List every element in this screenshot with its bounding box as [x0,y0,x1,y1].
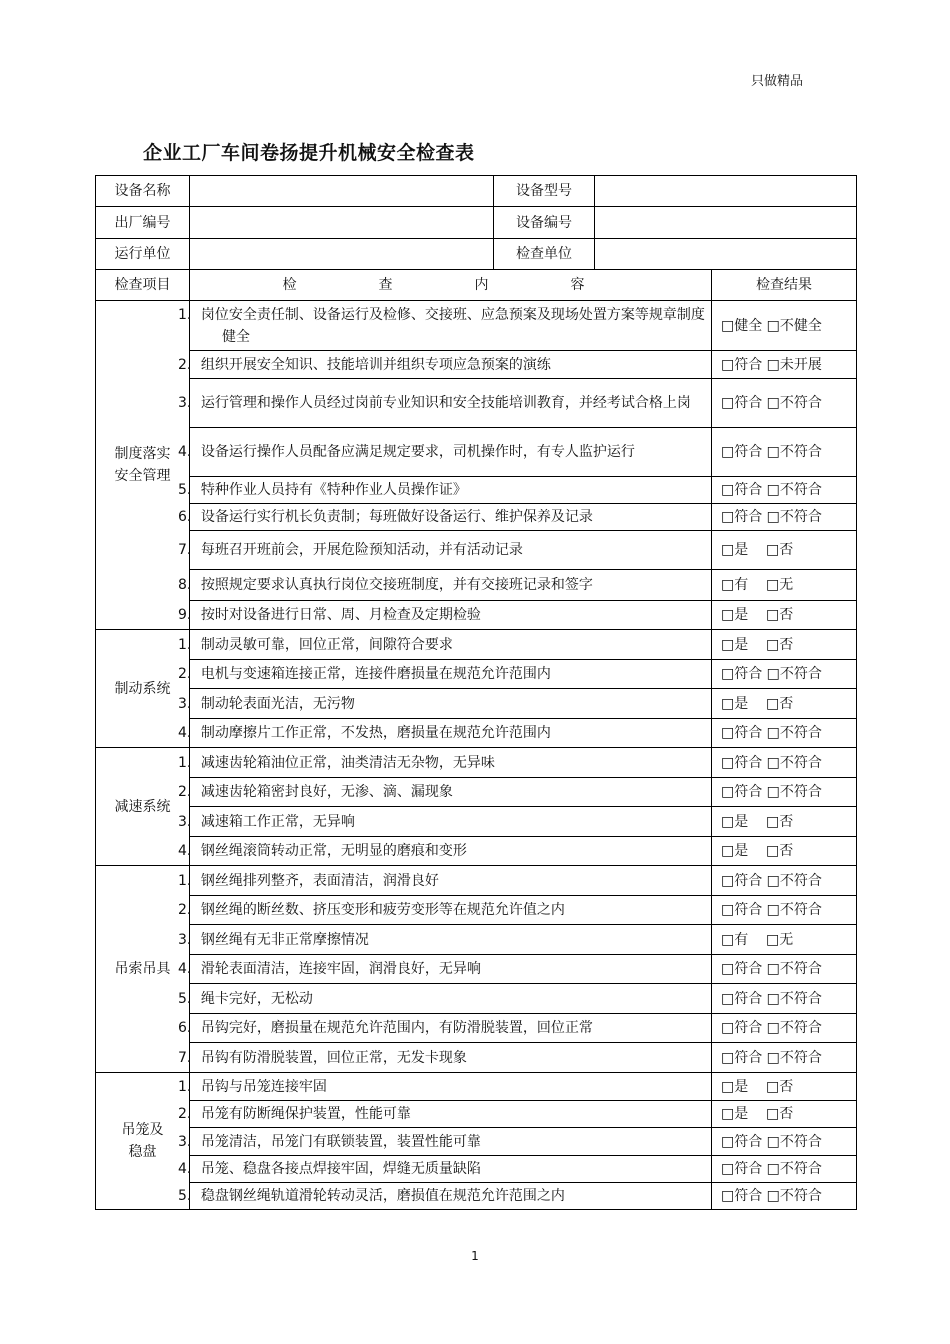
section-name: 吊笼及 稳盘 [96,1073,190,1210]
check-item [178,392,705,414]
check-content [178,1014,712,1043]
table-row [96,1101,857,1128]
item-text: 设备运行操作人员配备应满足规定要求，司机操作时，有专人监护运行 [200,444,635,460]
section-name: 减速系统 [96,748,190,866]
check-item [178,1185,705,1207]
check-result[interactable]: □符合 □不符合 [712,1128,857,1156]
table-row [96,925,857,955]
item-text: 特种作业人员持有《特种作业人员操作证》 [200,482,467,498]
item-number: 2． [178,1106,201,1122]
check-result[interactable]: □符合 □不符合 [712,1043,857,1073]
item-number: 5． [178,1188,201,1204]
item-text: 吊钩有防滑脱装置，回位正常，无发卡现象 [200,1049,467,1066]
check-result[interactable]: □符合 □不符合 [712,955,857,984]
check-item [178,1103,705,1125]
field-operating-unit[interactable] [190,239,494,270]
table-row [96,1156,857,1183]
check-item [178,752,705,774]
check-item [178,840,705,862]
table-row [96,351,857,379]
table-row [96,660,857,689]
item-text: 按时对设备进行日常、周、月检查及定期检验 [200,607,481,623]
table-row [96,1043,857,1073]
table-row [96,477,857,504]
table-row [96,748,857,778]
item-number: 2． [178,784,201,800]
check-item [178,870,705,892]
header-note: 只做精品 [751,74,804,89]
table-row [96,428,857,477]
item-text: 制动轮表面光洁，无污物 [200,695,355,712]
check-result[interactable]: □是 □否 [712,1073,857,1101]
label-equipment-number: 设备编号 [494,207,595,239]
table-row [96,866,857,896]
item-text: 运行管理和操作人员经过岗前专业知识和安全技能培训教育，并经考试合格上岗 [200,395,691,411]
item-number: 4． [178,725,201,741]
table-row [96,896,857,925]
item-text: 吊笼清洁，吊笼门有联锁装置，装置性能可靠 [200,1133,481,1150]
check-item [178,304,705,348]
check-item [178,354,705,376]
check-item [178,634,705,656]
table-row [96,955,857,984]
inspection-table [95,175,857,1210]
item-number: 3． [178,695,201,712]
check-item [178,539,705,561]
item-number: 4． [178,961,201,977]
check-item [178,899,705,921]
check-result[interactable]: □符合 □不符合 [712,477,857,504]
item-text: 制动摩擦片工作正常，不发热，磨损量在规范允许范围内 [200,725,551,741]
check-content [178,504,712,531]
check-result[interactable]: □符合 □不符合 [712,719,857,748]
document-title: 企业工厂车间卷扬提升机械安全检查表 [143,142,475,164]
column-header-item: 检查项目 [96,270,190,301]
item-text: 制动灵敏可靠，回位正常，间隙符合要求 [200,636,453,653]
item-text: 组织开展安全知识、技能培训并组织专项应急预案的演练 [200,356,551,373]
check-content [178,630,712,660]
item-number: 4． [178,843,201,859]
field-factory-number[interactable] [190,207,494,239]
item-text: 岗位安全责任制、设备运行及检修、交接班、应急预案及现场处置方案等规章制度健全 [200,306,705,345]
check-item [178,988,705,1010]
table-row [96,689,857,719]
check-result[interactable]: □是 □否 [712,837,857,866]
item-text: 钢丝绳排列整齐，表面清洁，润滑良好 [200,872,439,889]
item-text: 减速齿轮箱油位正常，油类清洁无杂物，无异味 [200,754,495,771]
item-number: 8． [178,577,201,593]
check-content [178,984,712,1014]
section-name: 制度落实 安全管理 [96,301,190,630]
check-content [178,1128,712,1156]
item-text: 吊钩完好，磨损量在规范允许范围内，有防滑脱装置，回位正常 [200,1020,593,1036]
item-number: 4． [178,444,201,460]
check-content [178,301,712,351]
check-result[interactable]: □是 □否 [712,689,857,719]
item-number: 1． [178,872,201,889]
check-result[interactable]: □健全 □不健全 [712,301,857,351]
item-text: 绳卡完好，无松动 [200,990,313,1007]
label-operating-unit: 运行单位 [96,239,190,270]
item-text: 每班召开班前会，开展危险预知活动，并有活动记录 [200,542,523,558]
check-item [178,1158,705,1180]
check-result[interactable]: □有 □无 [712,925,857,955]
check-item [178,506,705,528]
label-inspection-unit: 检查单位 [494,239,595,270]
table-row [96,601,857,630]
item-number: 6． [178,509,201,525]
check-content [178,1183,712,1210]
check-result[interactable]: □是 □否 [712,1101,857,1128]
check-content [178,351,712,379]
check-result[interactable]: □符合 □不符合 [712,1014,857,1043]
check-result[interactable]: □符合 □不符合 [712,866,857,896]
check-content [178,570,712,601]
table-row [96,778,857,807]
inspection-table-body [96,176,857,1210]
item-text: 钢丝绳有无非正常摩擦情况 [200,931,369,948]
check-result[interactable]: □是 □否 [712,807,857,837]
field-equipment-model[interactable] [595,176,857,207]
check-item [178,722,705,744]
table-row [96,531,857,570]
column-header-result: 检查结果 [712,270,857,301]
item-text: 吊钩与吊笼连接牢固 [200,1078,327,1095]
check-content [178,531,712,570]
check-result[interactable]: □是 □否 [712,601,857,630]
check-result[interactable]: □有 □无 [712,570,857,601]
table-row [96,1128,857,1156]
item-number: 7． [178,542,201,558]
item-number: 1． [178,754,201,771]
check-result[interactable]: □符合 □未开展 [712,351,857,379]
label-factory-number: 出厂编号 [96,207,190,239]
check-result[interactable]: □符合 □不符合 [712,1156,857,1183]
check-result[interactable]: □是 □否 [712,531,857,570]
check-content [178,866,712,896]
table-row [96,379,857,428]
info-row-factory-number [96,207,857,239]
info-row-operating-unit [96,239,857,270]
check-item [178,604,705,626]
check-content [178,778,712,807]
item-text: 吊笼、稳盘各接点焊接牢固，焊缝无质量缺陷 [200,1161,481,1177]
check-content [178,477,712,504]
check-result[interactable]: □符合 □不符合 [712,984,857,1014]
check-content [178,1043,712,1073]
info-row-equipment-name [96,176,857,207]
check-content [178,428,712,477]
item-number: 6． [178,1020,201,1036]
check-result[interactable]: □符合 □不符合 [712,748,857,778]
check-content [178,896,712,925]
item-text: 设备运行实行机长负责制；每班做好设备运行、维护保养及记录 [200,509,593,525]
check-result[interactable]: □符合 □不符合 [712,428,857,477]
check-result[interactable]: □符合 □不符合 [712,896,857,925]
check-item [178,811,705,833]
check-result[interactable]: □符合 □不符合 [712,660,857,689]
check-item [178,1131,705,1153]
table-row [96,984,857,1014]
section-name: 制动系统 [96,630,190,748]
check-result[interactable]: □符合 □不符合 [712,778,857,807]
check-content [178,837,712,866]
table-row [96,807,857,837]
check-result[interactable]: □符合 □不符合 [712,379,857,428]
item-number: 9． [178,607,201,623]
item-number: 7． [178,1049,201,1066]
check-content [178,1101,712,1128]
check-content [178,955,712,984]
check-content [178,1156,712,1183]
check-item [178,958,705,980]
check-content [178,719,712,748]
check-item [178,693,705,715]
page-number: 1 [471,1249,479,1263]
table-row [96,570,857,601]
item-number: 1． [178,1078,201,1095]
item-number: 5． [178,482,201,498]
check-item [178,663,705,685]
column-header-row [96,270,857,301]
item-number: 3． [178,813,201,830]
table-row [96,837,857,866]
item-text: 减速箱工作正常，无异响 [200,813,355,830]
check-item [178,929,705,951]
section-name: 吊索吊具 [96,866,190,1073]
check-content [178,660,712,689]
table-row [96,719,857,748]
item-number: 2． [178,902,201,918]
item-text: 按照规定要求认真执行岗位交接班制度，并有交接班记录和签字 [200,577,593,593]
check-content [178,689,712,719]
check-content [178,925,712,955]
item-number: 2． [178,356,201,373]
item-text: 钢丝绳的断丝数、挤压变形和疲劳变形等在规范允许值之内 [200,902,565,918]
field-equipment-name[interactable] [190,176,494,207]
table-row [96,630,857,660]
item-text: 稳盘钢丝绳轨道滑轮转动灵活，磨损值在规范允许范围之内 [200,1188,565,1204]
item-number: 4． [178,1161,201,1177]
table-row [96,1183,857,1210]
check-content [178,601,712,630]
check-item [178,574,705,596]
label-equipment-model: 设备型号 [494,176,595,207]
check-result[interactable]: □符合 □不符合 [712,504,857,531]
table-row [96,1014,857,1043]
table-row [96,1073,857,1101]
check-item [178,1076,705,1098]
item-number: 3． [178,1133,201,1150]
item-number: 1． [178,636,201,653]
field-equipment-number[interactable] [595,207,857,239]
item-number: 3． [178,931,201,948]
field-inspection-unit[interactable] [595,239,857,270]
check-result[interactable]: □符合 □不符合 [712,1183,857,1210]
label-equipment-name: 设备名称 [96,176,190,207]
check-item [178,1017,705,1039]
item-text: 钢丝绳滚筒转动正常，无明显的磨痕和变形 [200,843,467,859]
item-text: 滑轮表面清洁，连接牢固，润滑良好，无异响 [200,961,481,977]
item-number: 5． [178,990,201,1007]
check-result[interactable]: □是 □否 [712,630,857,660]
check-item [178,781,705,803]
check-content [178,748,712,778]
check-content [178,1073,712,1101]
item-number: 2． [178,666,201,682]
table-row [96,301,857,351]
table-row [96,504,857,531]
item-text: 减速齿轮箱密封良好，无渗、滴、漏现象 [200,784,453,800]
check-item [178,441,705,463]
item-number: 1． [178,306,201,323]
item-text: 吊笼有防断绳保护装置，性能可靠 [200,1106,411,1122]
column-header-content: 检 查 内 容 [190,270,712,301]
check-content [178,807,712,837]
check-item [178,1047,705,1069]
item-number: 3． [178,395,201,411]
check-item [178,479,705,501]
check-content [178,379,712,428]
item-text: 电机与变速箱连接正常，连接件磨损量在规范允许范围内 [200,666,551,682]
